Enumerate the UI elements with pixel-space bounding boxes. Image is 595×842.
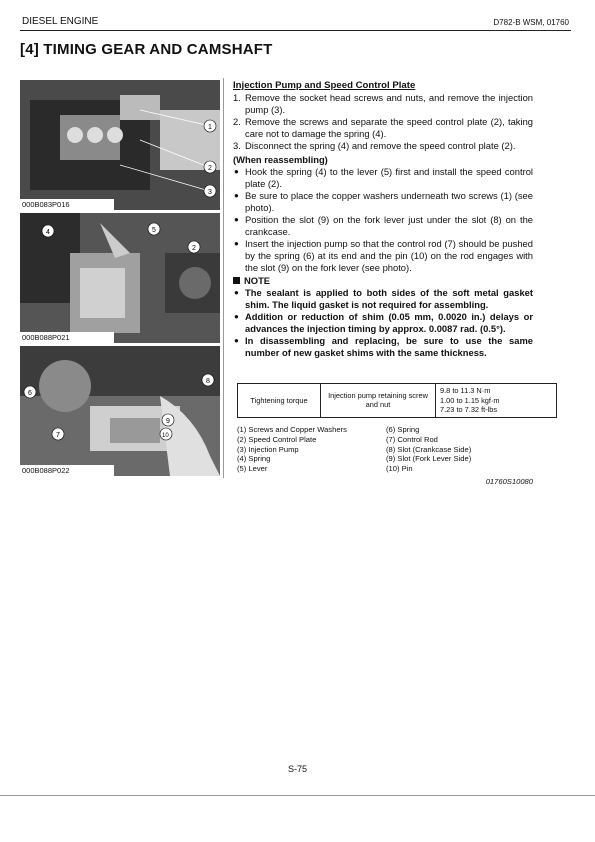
callout-2b: 2 [192, 245, 196, 252]
callout-9: 9 [166, 418, 170, 425]
callout-1: 1 [208, 124, 212, 131]
reassembly-heading: (When reassembling) [233, 154, 328, 165]
legend-item: (7) Control Rod [386, 434, 438, 444]
callout-7: 7 [56, 432, 60, 439]
callout-5: 5 [152, 227, 156, 234]
header-left: DIESEL ENGINE [22, 16, 99, 27]
list-item: ● Addition or reduction of shim (0.05 mm, 0.0020 in.) delays or advances the injection timing by approx. 0.0087 rad. (0.5°). [234, 311, 533, 334]
callout-4: 4 [46, 229, 50, 236]
list-item: 3. Disconnect the spring (4) and remove the speed control plate (2). [233, 140, 516, 151]
photo-caption: 000B088P021 [20, 332, 114, 343]
legend-item: (9) Slot (Fork Lever Side) [386, 454, 472, 464]
page-number: S-75 [287, 764, 307, 774]
section-heading: Injection Pump and Speed Control Plate [233, 80, 416, 91]
callout-8: 8 [206, 378, 210, 385]
legend-item: (5) Lever [237, 464, 268, 474]
list-item: ● The sealant is applied to both sides of the soft metal gasket shim. The liquid gasket is not required for assembling. [234, 287, 533, 310]
list-item: ● In disassembling and replacing, be sure to use the same number of new gasket shims with the same thickness. [234, 335, 533, 358]
header-right: D782-B WSM, 01760 [493, 18, 569, 27]
footer-divider [0, 795, 595, 796]
list-item: 1. Remove the socket head screws and nuts, and remove the injection pump (3). [233, 92, 533, 115]
callout-6: 6 [28, 390, 32, 397]
spec-label: Tightening torque [238, 384, 321, 418]
reassembly-list [233, 166, 533, 274]
legend-item: (6) Spring [386, 425, 420, 434]
torque-spec-table [237, 383, 557, 418]
note-list [233, 287, 533, 359]
document-code: 01760S10080 [485, 477, 533, 486]
spec-values: 9.8 to 11.3 N·m 1.00 to 1.15 kgf·m 7.23 to 7.32 ft-lbs [436, 384, 557, 418]
legend-left [237, 425, 347, 474]
note-heading: NOTE [233, 275, 533, 287]
legend-item: (2) Speed Control Plate [237, 434, 317, 444]
note-square-icon [233, 277, 240, 284]
photo-caption: 000B083P016 [20, 199, 114, 210]
column-divider [223, 78, 224, 478]
legend-item: (4) Spring [237, 454, 271, 464]
list-item: ● Hook the spring (4) to the lever (5) first and install the speed control plate (2). [234, 166, 533, 189]
photo-pump-installation [20, 346, 220, 476]
list-item: ● Insert the injection pump so that the control rod (7) should be pushed by the spring (6) at its end and the pin (10) on the rod engages with the slot (9) on the fork lever (see photo). [234, 238, 533, 273]
callout-2: 2 [208, 165, 212, 172]
callout-10: 10 [162, 433, 169, 439]
photo-caption: 000B088P022 [20, 465, 114, 476]
spec-item: Injection pump retaining screw and nut [321, 384, 436, 418]
list-item: ● Position the slot (9) on the fork lever just under the slot (8) on the crankcase. [234, 214, 533, 237]
photo-injection-pump [20, 80, 220, 210]
legend-item: (1) Screws and Copper Washers [237, 425, 347, 434]
list-item: 2. Remove the screws and separate the speed control plate (2), taking care not to damage the spring (4). [233, 116, 533, 139]
legend-item: (10) Pin [386, 464, 413, 474]
callout-3: 3 [208, 189, 212, 196]
legend-right [386, 425, 471, 474]
procedure-section [233, 80, 533, 359]
photo-speed-control-plate [20, 213, 220, 343]
legend-item: (8) Slot (Crankcase Side) [386, 444, 472, 454]
list-item: ● Be sure to place the copper washers underneath two screws (1) (see photo). [234, 190, 533, 213]
legend-item: (3) Injection Pump [237, 444, 299, 454]
header-divider [20, 30, 571, 31]
page-title: [4] TIMING GEAR AND CAMSHAFT [20, 41, 273, 58]
step-list [233, 92, 533, 152]
